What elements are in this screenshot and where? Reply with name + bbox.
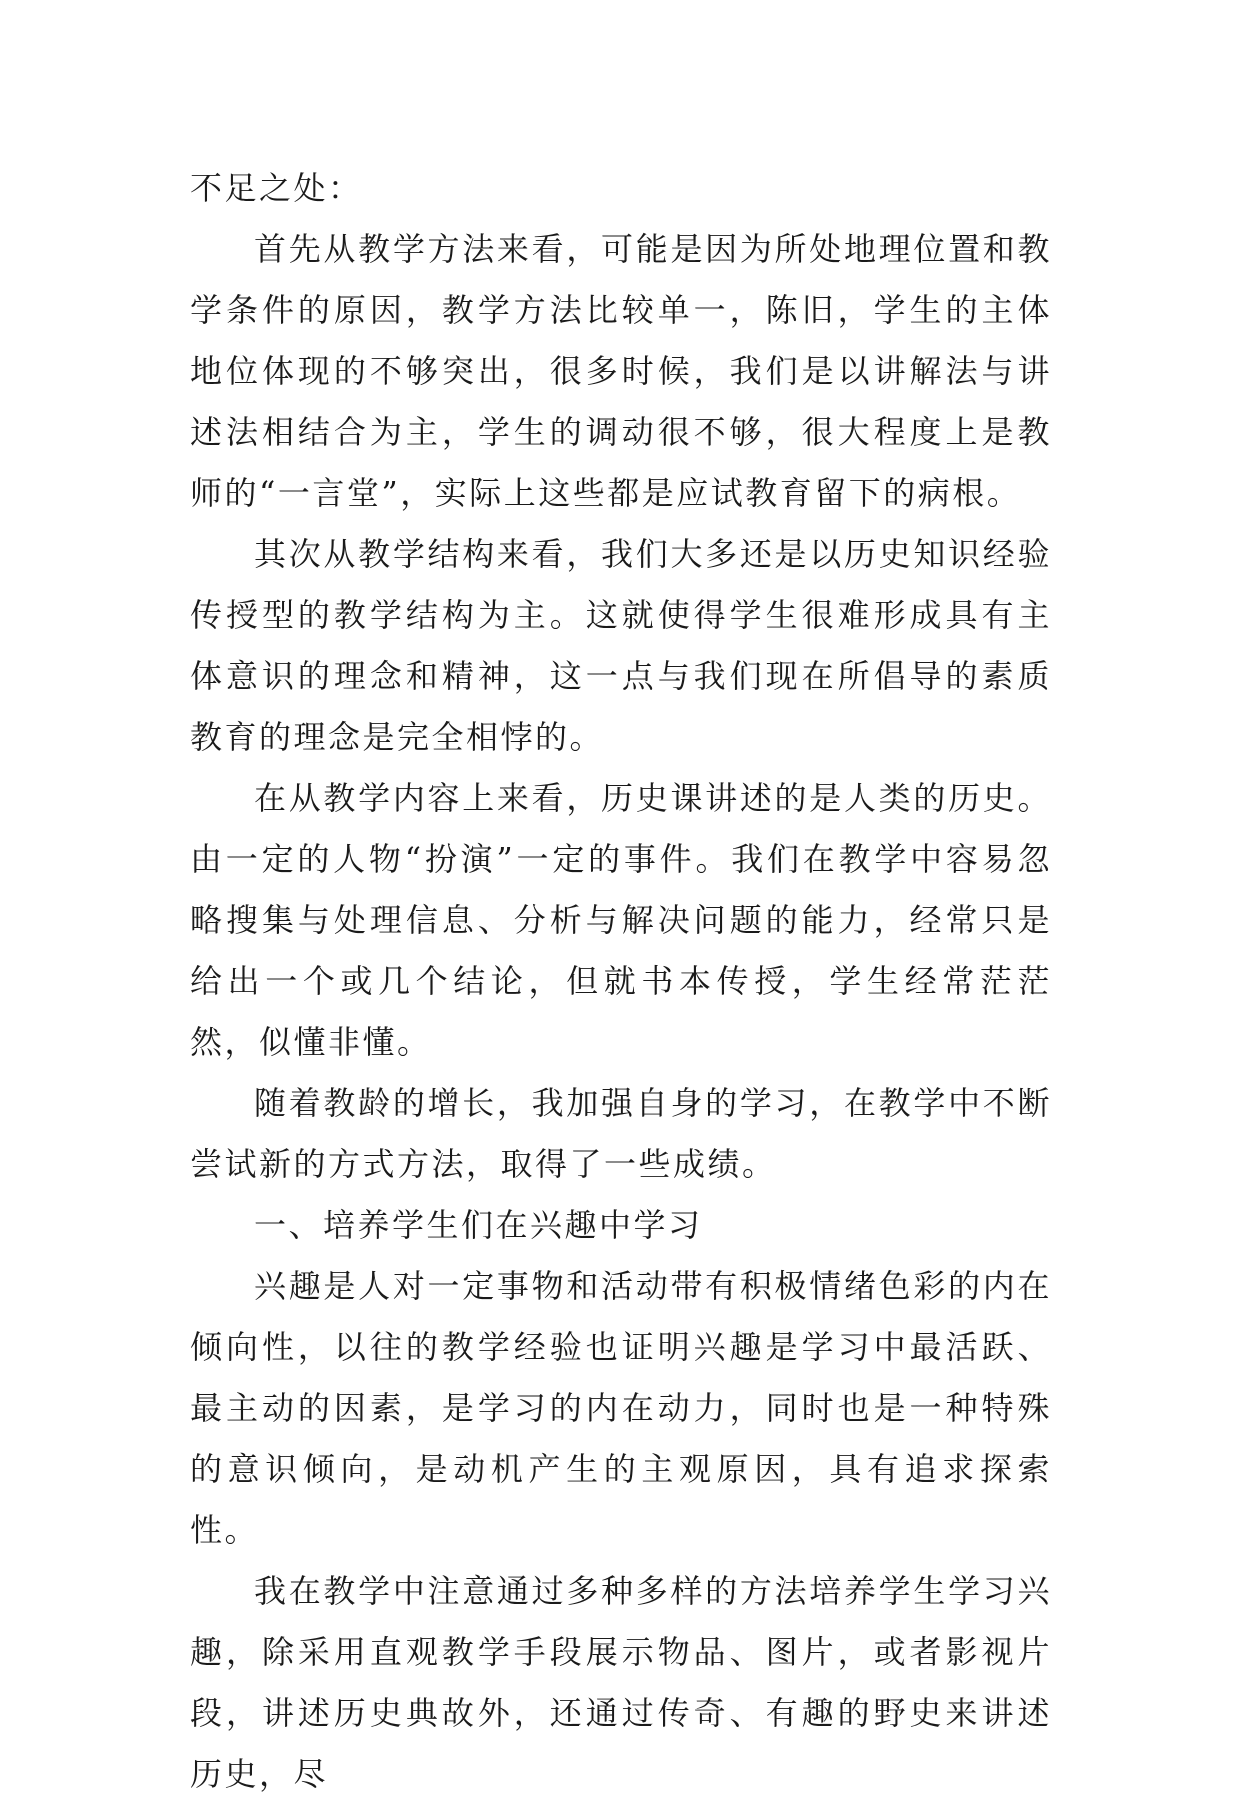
paragraph-teaching-structure: 其次从教学结构来看，我们大多还是以历史知识经验传授型的教学结构为主。这就使得学生很难形成具有主体意识的理念和精神，这一点与我们现在所倡导的素质教育的理念是完全相悖的。 — [190, 535, 1052, 756]
paragraph-teaching-method: 首先从教学方法来看，可能是因为所处地理位置和教学条件的原因，教学方法比较单一，陈旧，学生的主体地位体现的不够突出，很多时候，我们是以讲解法与讲述法相结合为主，学生的调动很不够，很大程度上是教师的“一言堂”，实际上这些都是应试教育留下的病根。 — [190, 230, 1052, 512]
document-body — [190, 158, 1052, 1805]
paragraph-self-improvement: 随着教龄的增长，我加强自身的学习，在教学中不断尝试新的方式方法，取得了一些成绩。 — [190, 1084, 1052, 1183]
section-heading-interest: 一、培养学生们在兴趣中学习 — [254, 1206, 703, 1244]
paragraph-interest-definition: 兴趣是人对一定事物和活动带有积极情绪色彩的内在倾向性，以往的教学经验也证明兴趣是学习中最活跃、最主动的因素，是学习的内在动力，同时也是一种特殊的意识倾向，是动机产生的主观原因，具有追求探索性。 — [190, 1267, 1052, 1549]
paragraph-teaching-content: 在从教学内容上来看，历史课讲述的是人类的历史。由一定的人物“扮演”一定的事件。我们在教学中容易忽略搜集与处理信息、分析与解决问题的能力，经常只是给出一个或几个结论，但就书本传授，学生经常茫茫然，似懂非懂。 — [190, 779, 1052, 1061]
paragraph-interest-methods: 我在教学中注意通过多种多样的方法培养学生学习兴趣，除采用直观教学手段展示物品、图片，或者影视片段，讲述历史典故外，还通过传奇、有趣的野史来讲述历史，尽 — [190, 1572, 1052, 1793]
paragraph-shortcomings-heading: 不足之处： — [190, 169, 363, 207]
